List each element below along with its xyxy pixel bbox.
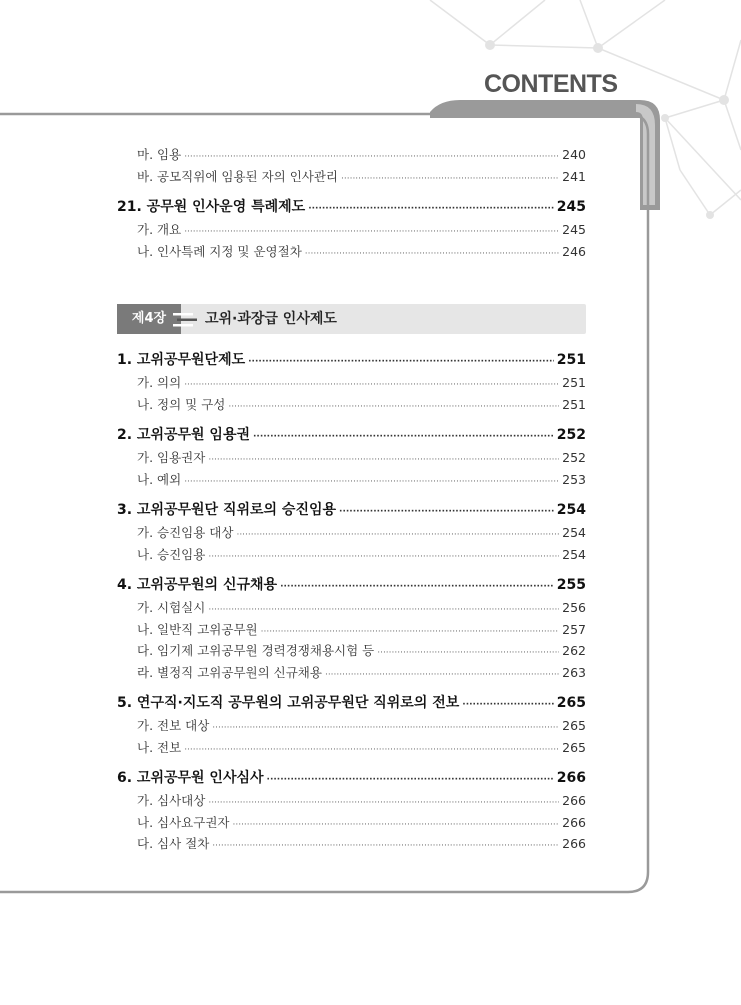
toc-entry-label: 가. 임용권자 (137, 450, 206, 465)
toc-entry-label: 가. 심사대상 (137, 793, 206, 808)
toc-subsection-entry[interactable] (117, 619, 586, 641)
dot-leader (212, 718, 559, 740)
toc-entry-page: 253 (562, 471, 586, 487)
dot-leader (184, 740, 559, 762)
toc-section-entry[interactable] (117, 573, 586, 597)
toc-entry-label: 6. 고위공무원 인사심사 (117, 770, 264, 786)
toc-entry-label: 다. 심사 절차 (137, 836, 210, 851)
toc-entry-page: 240 (562, 147, 586, 162)
toc-entry-label: 다. 임기제 고위공무원 경력경쟁채용시험 등 (137, 643, 375, 658)
toc-entry-page: 263 (562, 664, 586, 680)
toc-entry-label: 3. 고위공무원단 직위로의 승진임용 (117, 502, 337, 518)
toc-section-entry[interactable] (117, 348, 586, 372)
dot-leader (208, 547, 559, 569)
toc-entry-page: 262 (562, 643, 586, 658)
dot-leader (267, 768, 554, 792)
toc-entry-label: 2. 고위공무원 임용권 (117, 427, 250, 443)
dot-leader (184, 375, 559, 397)
toc-entry-label: 나. 심사요구권자 (137, 814, 230, 830)
toc-entry-label: 21. 공무원 인사운영 특례제도 (117, 199, 306, 215)
dot-leader (377, 643, 559, 665)
dot-leader (308, 197, 554, 221)
dot-leader (184, 472, 559, 494)
toc-entry-label: 나. 승진임용 (137, 546, 206, 562)
dot-leader (462, 693, 553, 717)
dot-leader (280, 575, 554, 599)
toc-entry-page: 254 (556, 502, 586, 518)
toc-section-entry[interactable] (117, 423, 586, 447)
toc-entry-page: 256 (562, 600, 586, 615)
toc-entry-label: 가. 전보 대상 (137, 718, 210, 733)
chapter-header (117, 304, 586, 334)
toc-entry-page: 266 (562, 793, 586, 808)
toc-entry-label: 가. 개요 (137, 222, 182, 237)
toc-entry-page: 246 (562, 243, 586, 259)
toc-entry-label: 바. 공모직위에 임용된 자의 인사관리 (137, 168, 338, 184)
toc-entry-page: 251 (556, 352, 586, 368)
toc-section-entry[interactable] (117, 691, 586, 715)
toc-subsection-entry[interactable] (117, 522, 586, 544)
toc-entry-page: 265 (562, 739, 586, 755)
toc-entry-label: 가. 의의 (137, 375, 182, 390)
toc-entry-page: 265 (556, 695, 586, 711)
dot-leader (305, 244, 559, 266)
toc-entries-before-chapter (117, 144, 586, 262)
toc-subsection-entry[interactable] (117, 597, 586, 619)
toc-subsection-entry[interactable] (117, 833, 586, 855)
toc-entry-label: 가. 승진임용 대상 (137, 525, 234, 540)
dot-leader (212, 836, 559, 858)
toc-entry-label: 마. 임용 (137, 147, 182, 162)
toc-entry-label: 라. 별정직 고위공무원의 신규채용 (137, 664, 322, 680)
dot-leader (232, 815, 559, 837)
toc-entry-page: 245 (556, 199, 586, 215)
toc-subsection-entry[interactable] (117, 447, 586, 469)
toc-entry-label: 나. 일반직 고위공무원 (137, 621, 258, 637)
toc-entry-label: 4. 고위공무원의 신규채용 (117, 577, 278, 593)
dot-leader (341, 169, 559, 191)
toc-entry-page: 245 (562, 222, 586, 237)
toc-entry-page: 266 (556, 770, 586, 786)
toc-subsection-entry[interactable] (117, 812, 586, 834)
dot-leader (339, 500, 554, 524)
toc-entry-label: 나. 인사특례 지정 및 운영절차 (137, 243, 302, 259)
dot-leader (208, 600, 559, 622)
toc-subsection-entry[interactable] (117, 219, 586, 241)
toc-subsection-entry[interactable] (117, 372, 586, 394)
toc-entry-page: 254 (562, 525, 586, 540)
toc-entry-label: 5. 연구직·지도직 공무원의 고위공무원단 직위로의 전보 (117, 695, 460, 711)
toc-entry-page: 252 (556, 427, 586, 443)
toc-entry-label: 나. 정의 및 구성 (137, 396, 226, 412)
toc-entry-page: 257 (562, 621, 586, 637)
toc-entries-after-chapter (117, 348, 586, 855)
toc-entry-page: 255 (556, 577, 586, 593)
chapter-number: 제4장 (117, 304, 181, 334)
toc-section-entry[interactable] (117, 766, 586, 790)
toc-subsection-entry[interactable] (117, 144, 586, 166)
toc-entry-label: 1. 고위공무원단제도 (117, 352, 246, 368)
table-of-contents (117, 144, 586, 855)
toc-subsection-entry[interactable] (117, 737, 586, 759)
toc-subsection-entry[interactable] (117, 715, 586, 737)
toc-section-entry[interactable] (117, 498, 586, 522)
toc-entry-page: 265 (562, 718, 586, 733)
toc-subsection-entry[interactable] (117, 790, 586, 812)
contents-heading: CONTENTS (484, 70, 618, 98)
toc-entry-page: 251 (562, 375, 586, 390)
toc-entry-page: 252 (562, 450, 586, 465)
dot-leader (248, 350, 554, 374)
dot-leader (208, 450, 559, 472)
toc-subsection-entry[interactable] (117, 662, 586, 684)
toc-subsection-entry[interactable] (117, 544, 586, 566)
chapter-title: 고위·과장급 인사제도 (205, 311, 337, 327)
toc-entry-page: 254 (562, 546, 586, 562)
toc-entry-label: 나. 예외 (137, 471, 182, 487)
toc-subsection-entry[interactable] (117, 166, 586, 188)
toc-entry-page: 251 (562, 396, 586, 412)
stripes-icon (173, 311, 197, 328)
toc-subsection-entry[interactable] (117, 640, 586, 662)
dot-leader (208, 793, 559, 815)
toc-subsection-entry[interactable] (117, 241, 586, 263)
toc-entry-label: 나. 전보 (137, 739, 182, 755)
dot-leader (236, 525, 559, 547)
toc-entry-page: 241 (562, 168, 586, 184)
toc-subsection-entry[interactable] (117, 394, 586, 416)
toc-entry-page: 266 (562, 836, 586, 851)
toc-subsection-entry[interactable] (117, 469, 586, 491)
dot-leader (228, 397, 559, 419)
dot-leader (253, 425, 554, 449)
toc-section-entry[interactable] (117, 195, 586, 219)
dot-leader (325, 665, 559, 687)
toc-entry-label: 가. 시험실시 (137, 600, 206, 615)
toc-entry-page: 266 (562, 814, 586, 830)
